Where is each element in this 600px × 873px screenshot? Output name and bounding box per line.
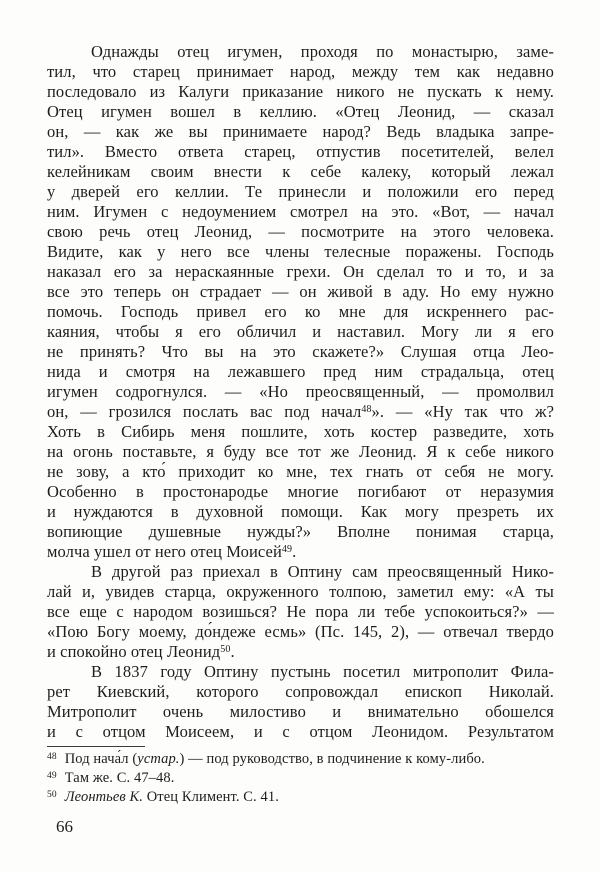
text-line bbox=[47, 182, 554, 202]
text-line bbox=[47, 42, 554, 62]
text-line bbox=[47, 382, 554, 402]
text-segment: тил, что старец принимает народ, между тем как недавно bbox=[47, 62, 554, 81]
text-segment: последовало из Калуги приказание никого не пускать к нему. bbox=[47, 82, 554, 101]
text-segment: ) — под руководство, в подчинение к кому-либо. bbox=[179, 751, 485, 767]
text-line bbox=[47, 202, 554, 222]
text-segment: помочь. Господь привел его ко мне для искреннего рас- bbox=[47, 302, 554, 321]
text-line bbox=[47, 462, 554, 482]
footnote-item bbox=[47, 788, 554, 807]
text-line bbox=[47, 222, 554, 242]
text-segment: Однажды отец игумен, проходя по монастырю, заме- bbox=[91, 42, 554, 61]
text-line bbox=[47, 282, 554, 302]
text-segment: Видите, как у него все члены телесные поражены. Господь bbox=[47, 242, 554, 261]
text-line bbox=[47, 102, 554, 122]
footnote-reference: 50 bbox=[220, 644, 231, 655]
footnote-reference: 48 bbox=[47, 752, 57, 762]
footnote-reference: 50 bbox=[47, 790, 57, 800]
footnotes bbox=[47, 750, 554, 807]
footnote-reference: 49 bbox=[47, 771, 57, 781]
text-segment: все еще с народом возишься? Не пора ли тебе успокоиться?» — bbox=[47, 602, 554, 621]
italic-text: Леонтьев К. bbox=[64, 789, 143, 805]
text-line bbox=[47, 582, 554, 602]
text-line bbox=[47, 142, 554, 162]
text-segment: нида и смотря на лежавшего пред ним страдальца, отец bbox=[47, 362, 554, 381]
text-line bbox=[47, 82, 554, 102]
text-segment: «Пою Богу моему, до́ндеже есмь» (Пс. 145, 2), — отвечал твердо bbox=[47, 622, 554, 641]
text-line bbox=[47, 642, 554, 662]
text-segment: В 1837 году Оптину пустынь посетил митрополит Фила- bbox=[91, 662, 554, 681]
text-segment: Отец Климент. С. 41. bbox=[143, 789, 279, 805]
text-segment: лай и, увидев старца, окруженного толпою, заметил ему: «А ты bbox=[47, 582, 554, 601]
footnote-reference: 49 bbox=[281, 544, 293, 555]
text-line bbox=[47, 342, 554, 362]
text-line bbox=[47, 722, 554, 742]
text-segment: свою речь отец Леонид, — посмотрите на этого человека. bbox=[47, 222, 554, 241]
text-line bbox=[47, 602, 554, 622]
text-line bbox=[47, 662, 554, 682]
text-line bbox=[47, 442, 554, 462]
footnote-item bbox=[47, 750, 554, 769]
text-segment: он, — как же вы принимаете народ? Ведь владыка запре- bbox=[47, 122, 554, 141]
text-segment: не принять? Что вы на это скажете?» Слушая отца Лео- bbox=[47, 342, 554, 361]
text-segment: Митрополит очень милостиво и внимательно обошелся bbox=[47, 702, 554, 721]
text-segment: В другой раз приехал в Оптину сам преосвященный Нико- bbox=[91, 562, 554, 581]
text-segment: вопиющие душевные нужды?» Вполне понимая старца, bbox=[47, 522, 554, 541]
text-segment: ». — «Ну так что ж? bbox=[371, 402, 554, 421]
text-segment: каяния, чтобы я его обличил и наставил. Могу ли я его bbox=[47, 322, 554, 341]
text-segment: и с отцом Моисеем, и с отцом Леонидом. Результатом bbox=[47, 722, 554, 741]
footnote-item bbox=[47, 769, 554, 788]
text-segment: рет Киевский, которого сопровождал епископ Николай. bbox=[47, 682, 554, 701]
page-number: 66 bbox=[56, 817, 73, 836]
text-line bbox=[47, 62, 554, 82]
text-line bbox=[47, 542, 554, 562]
text-segment: Отец игумен вошел в келлию. «Отец Леонид, — сказал bbox=[47, 102, 554, 121]
text-line bbox=[47, 162, 554, 182]
text-segment: молча ушел от него отец Моисей bbox=[47, 542, 282, 561]
text-line bbox=[47, 702, 554, 722]
text-line bbox=[47, 422, 554, 442]
text-segment: игумен содрогнулся. — «Но преосвященный, — промолвил bbox=[47, 382, 554, 401]
text-segment: келейникам своим внести к себе калеку, который лежал bbox=[47, 162, 554, 181]
text-segment: Под нача́л ( bbox=[64, 751, 138, 767]
text-segment: тил». Вместо ответа старец, отпустив посетителей, велел bbox=[47, 142, 554, 161]
text-line bbox=[47, 302, 554, 322]
text-segment: Особенно в простонародье многие погибают от неразумия bbox=[47, 482, 554, 501]
text-segment: наказал его за нераскаянные грехи. Он сделал то и то, и за bbox=[47, 262, 554, 281]
text-segment: ним. Игумен с недоумением смотрел на это. «Вот, — начал bbox=[47, 202, 554, 221]
text-segment: он, — грозился послать вас под начал bbox=[47, 402, 362, 421]
text-line bbox=[47, 322, 554, 342]
text-segment: и спокойно отец Леонид bbox=[47, 642, 221, 661]
text-segment: и нуждаются в духовной помощи. Как могу презреть их bbox=[47, 502, 554, 521]
text-segment: не зову, а кто́ приходит ко мне, тех гнать от себя не могу. bbox=[47, 462, 554, 481]
text-line bbox=[47, 242, 554, 262]
text-line bbox=[47, 482, 554, 502]
body-text bbox=[47, 42, 554, 742]
footnote-separator bbox=[47, 746, 145, 747]
text-segment: Там же. С. 47–48. bbox=[64, 770, 175, 786]
text-line bbox=[47, 502, 554, 522]
text-segment: все это теперь он страдает — он живой в аду. Но ему нужно bbox=[47, 282, 554, 301]
text-line bbox=[47, 682, 554, 702]
text-line bbox=[47, 622, 554, 642]
footnote-reference: 48 bbox=[361, 404, 372, 415]
text-line bbox=[47, 562, 554, 582]
text-line bbox=[47, 262, 554, 282]
text-line bbox=[47, 522, 554, 542]
text-line bbox=[47, 122, 554, 142]
text-segment: . bbox=[230, 642, 235, 661]
text-segment: на огонь поставьте, я буду все тот же Леонид. Я к себе никого bbox=[47, 442, 554, 461]
text-line bbox=[47, 402, 554, 422]
italic-text: устар. bbox=[137, 751, 180, 767]
text-line bbox=[47, 362, 554, 382]
text-segment: у дверей его келлии. Те принесли и положили его перед bbox=[47, 182, 554, 201]
text-segment: . bbox=[292, 542, 297, 561]
text-segment: Хоть в Сибирь меня пошлите, хоть костер разведите, хоть bbox=[47, 422, 554, 441]
